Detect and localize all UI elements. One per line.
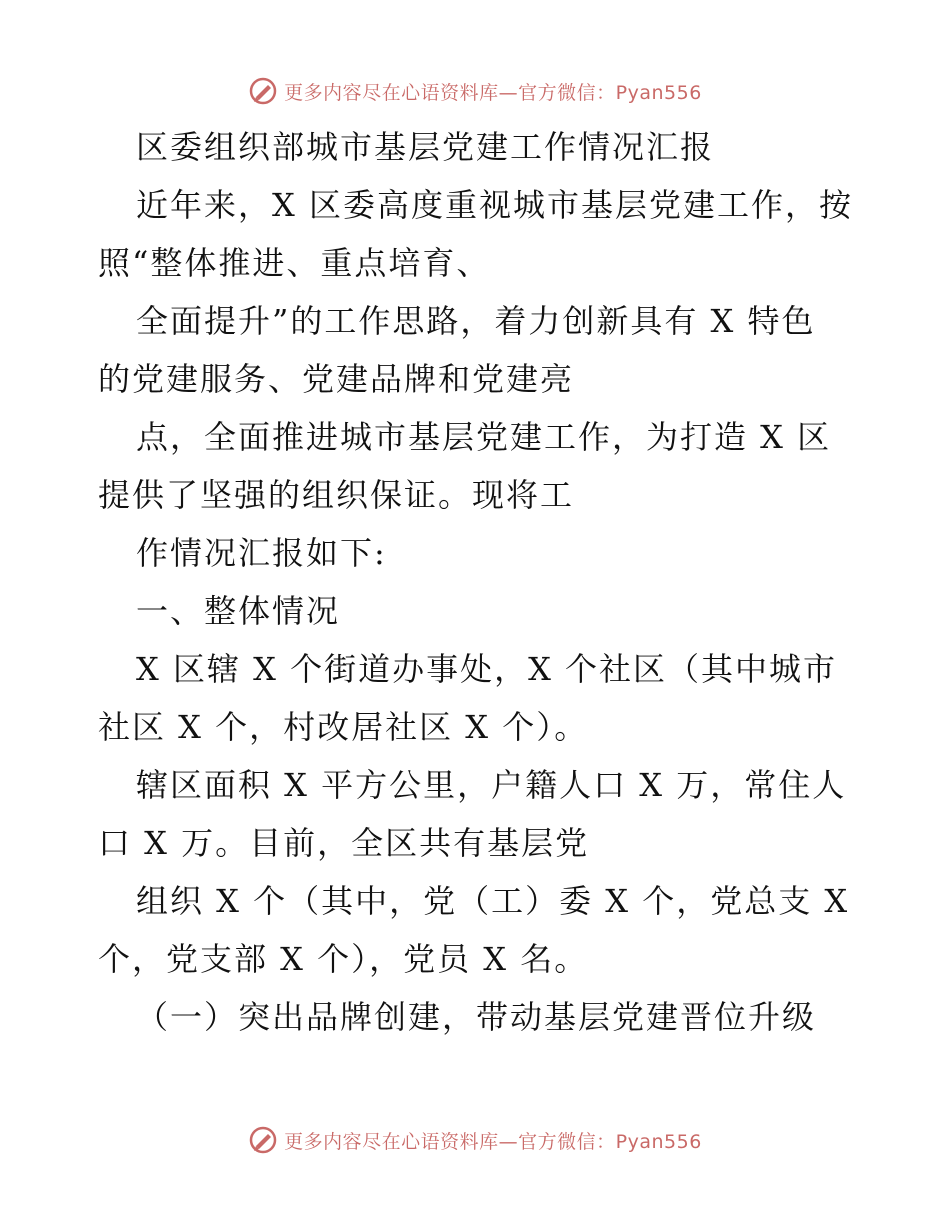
pen-logo-icon	[248, 1125, 278, 1155]
pen-logo-icon	[248, 76, 278, 106]
text-line: X 区辖 X 个街道办事处，X 个社区（其中城市	[136, 650, 838, 688]
text-line: 的党建服务、党建品牌和党建亮	[98, 360, 575, 398]
text-line: 一、整体情况	[136, 592, 341, 630]
footer-watermark	[0, 1120, 950, 1160]
watermark-text: 更多内容尽在心语资料库—官方微信：Pyan556	[284, 1130, 702, 1153]
text-line: 口 X 万。目前，全区共有基层党	[98, 824, 590, 862]
text-line: 区委组织部城市基层党建工作情况汇报	[136, 128, 715, 166]
text-line: 照“整体推进、重点培育、	[98, 244, 491, 282]
text-line: 个，党支部 X 个），党员 X 名。	[98, 940, 589, 978]
text-line: 全面提升”的工作思路，着力创新具有 X 特色	[136, 302, 816, 340]
header-watermark	[0, 71, 950, 111]
text-line: （一）突出品牌创建，带动基层党建晋位升级	[136, 998, 817, 1036]
watermark-text: 更多内容尽在心语资料库—官方微信：Pyan556	[284, 81, 702, 104]
text-line: 近年来，X 区委高度重视城市基层党建工作，按	[136, 186, 853, 224]
text-line: 社区 X 个，村改居社区 X 个）。	[98, 708, 589, 746]
text-line: 组织 X 个（其中，党（工）委 X 个，党总支 X	[136, 882, 850, 920]
text-line: 辖区面积 X 平方公里，户籍人口 X 万，常住人	[136, 766, 847, 804]
text-line: 提供了坚强的组织保证。现将工	[98, 476, 575, 514]
text-line: 点，全面推进城市基层党建工作，为打造 X 区	[136, 418, 832, 456]
document-body	[98, 118, 858, 1046]
text-line: 作情况汇报如下:	[136, 534, 387, 572]
